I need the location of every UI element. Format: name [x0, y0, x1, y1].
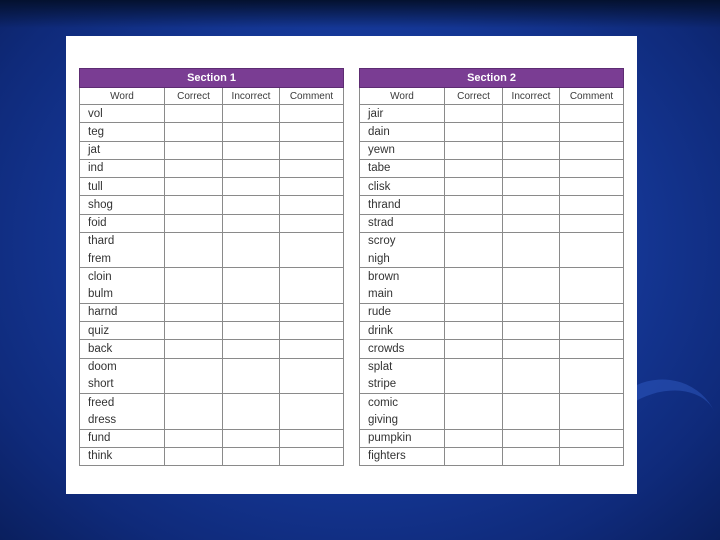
word-cell: think — [80, 447, 165, 465]
comment-cell[interactable] — [560, 141, 624, 159]
table-row — [360, 376, 624, 394]
correct-column-header: Correct — [165, 88, 223, 105]
incorrect-cell[interactable] — [223, 411, 280, 429]
incorrect-cell[interactable] — [503, 358, 560, 376]
incorrect-cell[interactable] — [223, 322, 280, 340]
word-cell: splat — [360, 358, 445, 376]
word-cell: nigh — [360, 250, 445, 268]
comment-cell[interactable] — [560, 286, 624, 304]
correct-cell[interactable] — [165, 429, 223, 447]
incorrect-cell[interactable] — [503, 141, 560, 159]
correct-cell[interactable] — [445, 159, 503, 177]
word-cell: teg — [80, 123, 165, 141]
word-cell: harnd — [80, 303, 165, 321]
incorrect-cell[interactable] — [503, 268, 560, 286]
incorrect-cell[interactable] — [503, 105, 560, 123]
comment-column-header: Comment — [560, 88, 624, 105]
correct-cell[interactable] — [445, 141, 503, 159]
word-cell: rude — [360, 303, 445, 321]
incorrect-cell[interactable] — [223, 340, 280, 358]
slide-top-band — [0, 0, 720, 28]
table-row — [80, 447, 344, 465]
table-row — [80, 159, 344, 177]
incorrect-cell[interactable] — [223, 141, 280, 159]
table-row — [80, 286, 344, 304]
comment-cell[interactable] — [280, 322, 344, 340]
incorrect-cell[interactable] — [503, 411, 560, 429]
comment-column-header: Comment — [280, 88, 344, 105]
table-row — [80, 340, 344, 358]
incorrect-cell[interactable] — [223, 123, 280, 141]
comment-cell[interactable] — [560, 376, 624, 394]
table-row — [360, 447, 624, 465]
word-cell: giving — [360, 411, 445, 429]
incorrect-cell[interactable] — [503, 232, 560, 250]
correct-cell[interactable] — [165, 196, 223, 214]
incorrect-cell[interactable] — [223, 232, 280, 250]
correct-cell[interactable] — [445, 429, 503, 447]
correct-cell[interactable] — [165, 105, 223, 123]
table-row — [80, 303, 344, 321]
table-row — [360, 105, 624, 123]
comment-cell[interactable] — [560, 447, 624, 465]
word-cell: doom — [80, 358, 165, 376]
correct-cell[interactable] — [445, 232, 503, 250]
word-cell: tabe — [360, 159, 445, 177]
comment-cell[interactable] — [280, 232, 344, 250]
correct-cell[interactable] — [165, 322, 223, 340]
correct-cell[interactable] — [445, 376, 503, 394]
correct-cell[interactable] — [165, 141, 223, 159]
comment-cell[interactable] — [280, 196, 344, 214]
correct-cell[interactable] — [445, 250, 503, 268]
word-cell: brown — [360, 268, 445, 286]
table-row — [360, 322, 624, 340]
correct-cell[interactable] — [165, 178, 223, 196]
incorrect-cell[interactable] — [503, 214, 560, 232]
word-cell: back — [80, 340, 165, 358]
table-row — [80, 123, 344, 141]
section-2-table — [359, 68, 624, 466]
correct-cell[interactable] — [165, 286, 223, 304]
correct-cell[interactable] — [445, 123, 503, 141]
incorrect-cell[interactable] — [223, 196, 280, 214]
word-cell: jat — [80, 141, 165, 159]
table-row — [80, 232, 344, 250]
table-row — [360, 303, 624, 321]
word-cell: clisk — [360, 178, 445, 196]
word-cell: shog — [80, 196, 165, 214]
word-cell: dress — [80, 411, 165, 429]
table-row — [360, 268, 624, 286]
table-row — [360, 411, 624, 429]
comment-cell[interactable] — [560, 159, 624, 177]
table-row — [360, 214, 624, 232]
incorrect-cell[interactable] — [223, 159, 280, 177]
comment-cell[interactable] — [560, 411, 624, 429]
incorrect-cell[interactable] — [223, 268, 280, 286]
incorrect-cell[interactable] — [223, 303, 280, 321]
table-row — [80, 322, 344, 340]
table-row — [360, 159, 624, 177]
word-cell: yewn — [360, 141, 445, 159]
incorrect-cell[interactable] — [503, 286, 560, 304]
comment-cell[interactable] — [280, 376, 344, 394]
incorrect-cell[interactable] — [503, 429, 560, 447]
correct-cell[interactable] — [445, 268, 503, 286]
section-2-title: Section 2 — [360, 69, 624, 88]
word-cell: thard — [80, 232, 165, 250]
comment-cell[interactable] — [560, 105, 624, 123]
table-row — [80, 178, 344, 196]
comment-cell[interactable] — [560, 123, 624, 141]
incorrect-cell[interactable] — [223, 250, 280, 268]
word-column-header: Word — [360, 88, 445, 105]
word-cell: bulm — [80, 286, 165, 304]
incorrect-cell[interactable] — [223, 394, 280, 412]
word-cell: tull — [80, 178, 165, 196]
word-cell: main — [360, 286, 445, 304]
table-row — [360, 429, 624, 447]
correct-cell[interactable] — [445, 303, 503, 321]
incorrect-cell[interactable] — [223, 286, 280, 304]
incorrect-cell[interactable] — [503, 196, 560, 214]
word-cell: ind — [80, 159, 165, 177]
incorrect-cell[interactable] — [503, 340, 560, 358]
word-cell: fund — [80, 429, 165, 447]
table-row — [80, 376, 344, 394]
correct-cell[interactable] — [445, 196, 503, 214]
table-row — [360, 250, 624, 268]
table-row — [80, 394, 344, 412]
table-row — [360, 394, 624, 412]
worksheet-page — [66, 36, 637, 494]
correct-cell[interactable] — [445, 322, 503, 340]
comment-cell[interactable] — [560, 268, 624, 286]
correct-column-header: Correct — [445, 88, 503, 105]
correct-cell[interactable] — [445, 394, 503, 412]
comment-cell[interactable] — [280, 394, 344, 412]
comment-cell[interactable] — [560, 303, 624, 321]
table-row — [360, 196, 624, 214]
table-row — [360, 123, 624, 141]
correct-cell[interactable] — [165, 159, 223, 177]
section-2-rows — [360, 105, 624, 466]
comment-cell[interactable] — [280, 286, 344, 304]
comment-cell[interactable] — [280, 303, 344, 321]
table-row — [360, 141, 624, 159]
table-row — [360, 232, 624, 250]
word-cell: dain — [360, 123, 445, 141]
comment-cell[interactable] — [560, 178, 624, 196]
incorrect-cell[interactable] — [223, 214, 280, 232]
comment-cell[interactable] — [560, 232, 624, 250]
correct-cell[interactable] — [445, 286, 503, 304]
table-row — [80, 214, 344, 232]
correct-cell[interactable] — [445, 340, 503, 358]
incorrect-cell[interactable] — [223, 429, 280, 447]
word-cell: cloin — [80, 268, 165, 286]
incorrect-cell[interactable] — [503, 178, 560, 196]
comment-cell[interactable] — [280, 178, 344, 196]
table-row — [80, 268, 344, 286]
correct-cell[interactable] — [165, 232, 223, 250]
comment-cell[interactable] — [560, 358, 624, 376]
comment-cell[interactable] — [280, 358, 344, 376]
incorrect-column-header: Incorrect — [223, 88, 280, 105]
word-cell: pumpkin — [360, 429, 445, 447]
correct-cell[interactable] — [165, 214, 223, 232]
table-row — [80, 105, 344, 123]
comment-cell[interactable] — [280, 141, 344, 159]
section-1-table — [79, 68, 344, 466]
table-row — [360, 340, 624, 358]
correct-cell[interactable] — [165, 268, 223, 286]
comment-cell[interactable] — [560, 196, 624, 214]
correct-cell[interactable] — [445, 411, 503, 429]
correct-cell[interactable] — [165, 358, 223, 376]
incorrect-cell[interactable] — [503, 376, 560, 394]
comment-cell[interactable] — [280, 159, 344, 177]
correct-cell[interactable] — [165, 303, 223, 321]
comment-cell[interactable] — [280, 214, 344, 232]
correct-cell[interactable] — [165, 123, 223, 141]
correct-cell[interactable] — [165, 250, 223, 268]
table-row — [80, 141, 344, 159]
comment-cell[interactable] — [280, 447, 344, 465]
word-cell: frem — [80, 250, 165, 268]
section-1-title: Section 1 — [80, 69, 344, 88]
word-cell: freed — [80, 394, 165, 412]
comment-cell[interactable] — [560, 322, 624, 340]
incorrect-column-header: Incorrect — [503, 88, 560, 105]
comment-cell[interactable] — [560, 250, 624, 268]
word-cell: stripe — [360, 376, 445, 394]
incorrect-cell[interactable] — [223, 105, 280, 123]
comment-cell[interactable] — [560, 340, 624, 358]
word-cell: quiz — [80, 322, 165, 340]
incorrect-cell[interactable] — [223, 358, 280, 376]
word-cell: strad — [360, 214, 445, 232]
section-1-rows — [80, 105, 344, 466]
correct-cell[interactable] — [445, 178, 503, 196]
incorrect-cell[interactable] — [503, 303, 560, 321]
comment-cell[interactable] — [560, 429, 624, 447]
comment-cell[interactable] — [280, 268, 344, 286]
table-row — [80, 429, 344, 447]
comment-cell[interactable] — [280, 340, 344, 358]
correct-cell[interactable] — [165, 376, 223, 394]
incorrect-cell[interactable] — [503, 322, 560, 340]
comment-cell[interactable] — [560, 214, 624, 232]
comment-cell[interactable] — [560, 394, 624, 412]
word-cell: crowds — [360, 340, 445, 358]
word-cell: fighters — [360, 447, 445, 465]
comment-cell[interactable] — [280, 123, 344, 141]
incorrect-cell[interactable] — [503, 447, 560, 465]
correct-cell[interactable] — [165, 340, 223, 358]
correct-cell[interactable] — [165, 411, 223, 429]
comment-cell[interactable] — [280, 411, 344, 429]
word-cell: thrand — [360, 196, 445, 214]
table-row — [360, 358, 624, 376]
word-cell: drink — [360, 322, 445, 340]
word-cell: vol — [80, 105, 165, 123]
correct-cell[interactable] — [445, 105, 503, 123]
word-column-header: Word — [80, 88, 165, 105]
incorrect-cell[interactable] — [503, 394, 560, 412]
incorrect-cell[interactable] — [503, 159, 560, 177]
incorrect-cell[interactable] — [223, 376, 280, 394]
word-cell: scroy — [360, 232, 445, 250]
correct-cell[interactable] — [445, 447, 503, 465]
table-row — [80, 411, 344, 429]
word-cell: short — [80, 376, 165, 394]
comment-cell[interactable] — [280, 429, 344, 447]
table-row — [80, 358, 344, 376]
table-row — [80, 250, 344, 268]
word-cell: foid — [80, 214, 165, 232]
incorrect-cell[interactable] — [503, 123, 560, 141]
correct-cell[interactable] — [445, 358, 503, 376]
correct-cell[interactable] — [445, 214, 503, 232]
table-row — [360, 286, 624, 304]
incorrect-cell[interactable] — [223, 178, 280, 196]
correct-cell[interactable] — [165, 394, 223, 412]
word-cell: comic — [360, 394, 445, 412]
comment-cell[interactable] — [280, 250, 344, 268]
incorrect-cell[interactable] — [503, 250, 560, 268]
comment-cell[interactable] — [280, 105, 344, 123]
table-row — [80, 196, 344, 214]
correct-cell[interactable] — [165, 447, 223, 465]
incorrect-cell[interactable] — [223, 447, 280, 465]
word-cell: jair — [360, 105, 445, 123]
table-row — [360, 178, 624, 196]
